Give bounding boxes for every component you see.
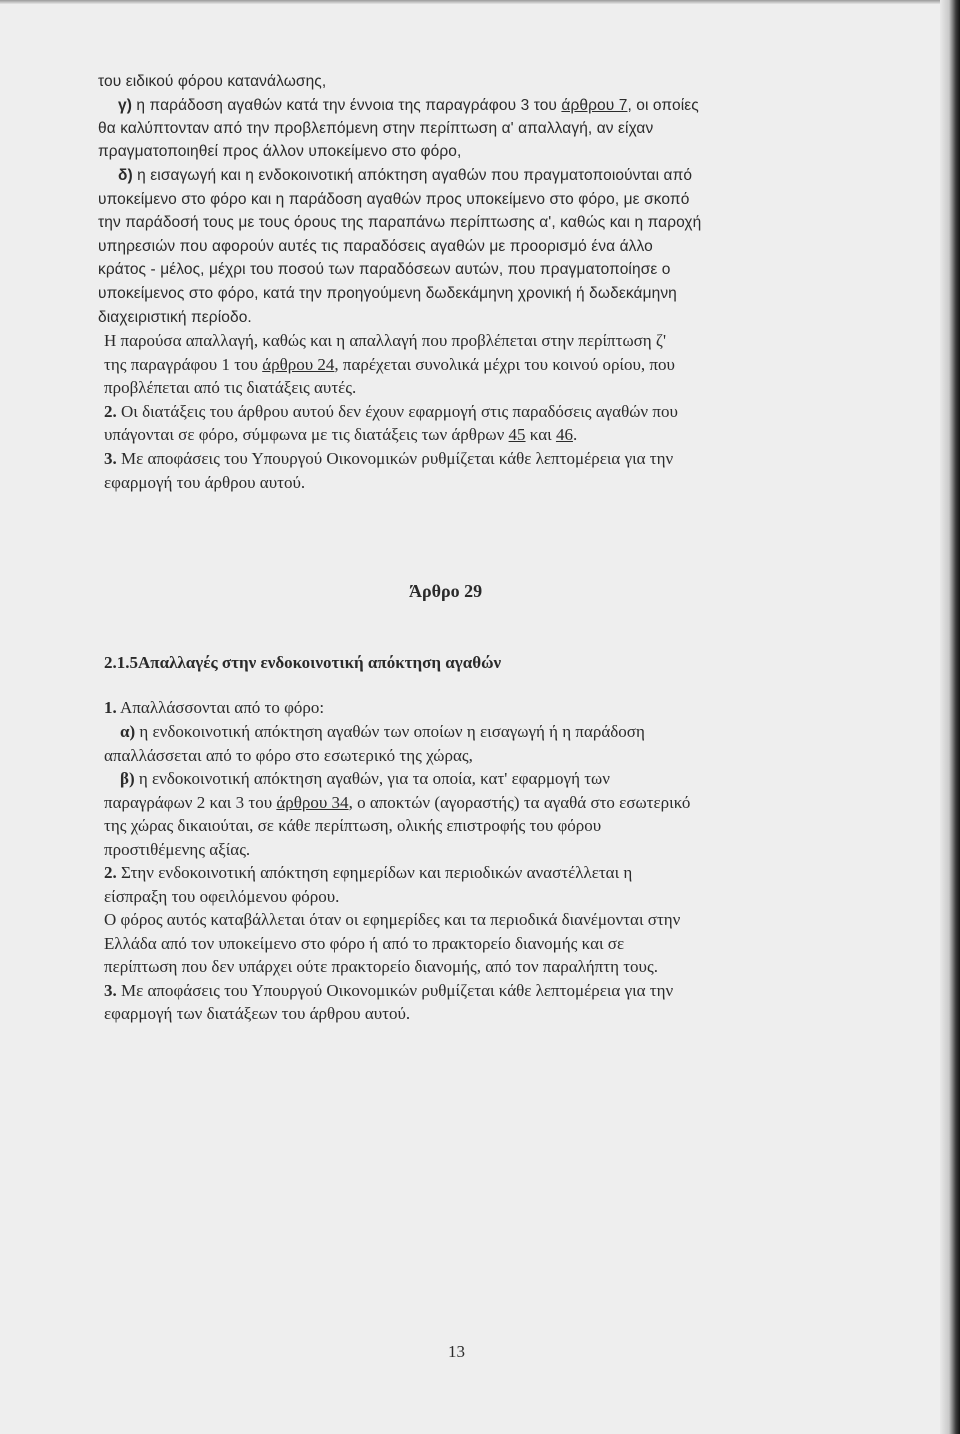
text-line: περίπτωση που δεν υπάρχει ούτε πρακτορείο διανομής, από τον παραλήπτη τους. — [104, 957, 658, 976]
article-24-link[interactable]: άρθρου 24 — [262, 355, 335, 374]
paragraph-number: 2. — [104, 863, 117, 882]
text-line: υποκείμενος στο φόρο, κατά την προηγούμενη δωδεκάμηνη χρονική ή δωδεκάμηνη — [98, 285, 677, 302]
paragraph-number: 3. — [104, 981, 117, 1000]
text-line: Η παρούσα απαλλαγή, καθώς και η απαλλαγή που προβλέπεται στην περίπτωση ζ' — [104, 331, 667, 350]
paragraph-number: 2. — [104, 402, 117, 421]
text-line: 1. Απαλλάσσονται από το φόρο: — [104, 698, 325, 717]
item-label-gamma: γ) — [118, 97, 132, 114]
text-line: πραγματοποιηθεί προς άλλον υποκείμενο στο φόρο, — [98, 143, 462, 160]
paragraph-number: 3. — [104, 449, 117, 468]
text-line: υποκείμενο στο φόρο και η παράδοση αγαθών προς υποκείμενο στο φόρο, με σκοπό — [98, 191, 690, 208]
text-line: εφαρμογή των διατάξεων του άρθρου αυτού. — [104, 1004, 411, 1023]
page-number: 13 — [448, 1342, 465, 1361]
text-line: γ) η παράδοση αγαθών κατά την έννοια της παραγράφου 3 του άρθρου 7, οι οποίες — [118, 97, 699, 114]
item-label-delta: δ) — [118, 167, 133, 184]
text-line: της παραγράφου 1 του άρθρου 24, παρέχεται συνολικά μέχρι του κοινού ορίου, που — [104, 355, 675, 374]
article-title: Άρθρο 29 — [409, 581, 483, 601]
text-line: α) η ενδοκοινοτική απόκτηση αγαθών των οποίων η εισαγωγή ή η παράδοση — [120, 722, 645, 741]
text-line: 3. Με αποφάσεις του Υπουργού Οικονομικών ρυθμίζεται κάθε λεπτομέρεια για την — [104, 981, 674, 1000]
item-label-alpha: α) — [120, 722, 136, 741]
item-label-beta: β) — [120, 769, 135, 788]
section-title: 2.1.5Απαλλαγές στην ενδοκοινοτική απόκτηση αγαθών — [104, 653, 502, 672]
article-34-link[interactable]: άρθρου 34 — [276, 793, 349, 812]
article-7-link[interactable]: άρθρου 7 — [561, 97, 628, 114]
text-line: Ελλάδα από τον υποκείμενο στο φόρο ή από το πρακτορείο διανομής και σε — [104, 934, 625, 953]
text-line: 3. Με αποφάσεις του Υπουργού Οικονομικών ρυθμίζεται κάθε λεπτομέρεια για την — [104, 449, 674, 468]
article-46-link[interactable]: 46 — [555, 425, 573, 444]
text-line: δ) η εισαγωγή και η ενδοκοινοτική απόκτηση αγαθών που πραγματοποιούνται από — [118, 167, 693, 184]
text-line: απαλλάσσεται από το φόρο στο εσωτερικό της χώρας, — [104, 746, 473, 765]
text-line: της χώρας δικαιούται, σε κάθε περίπτωση, ολικής επιστροφής του φόρου — [104, 816, 602, 835]
text-line: 2. Οι διατάξεις του άρθρου αυτού δεν έχουν εφαρμογή στις παραδόσεις αγαθών που — [104, 402, 678, 421]
text-line: υπάγονται σε φόρο, σύμφωνα με τις διατάξεις των άρθρων 45 και 46. — [104, 425, 578, 444]
text-line: παραγράφων 2 και 3 του άρθρου 34, ο αποκτών (αγοραστής) τα αγαθά στο εσωτερικό — [104, 793, 691, 812]
text-line: εφαρμογή του άρθρου αυτού. — [104, 473, 306, 492]
paragraph-number: 1. — [104, 698, 117, 717]
text-line: προβλέπεται από τις διατάξεις αυτές. — [104, 378, 357, 397]
article-45-link[interactable]: 45 — [508, 425, 526, 444]
text-line: 2. Στην ενδοκοινοτική απόκτηση εφημερίδων και περιοδικών αναστέλλεται η — [104, 863, 633, 882]
text-line: υπηρεσιών που αφορούν αυτές τις παραδόσεις αγαθών με προορισμό ένα άλλο — [98, 238, 653, 255]
scan-right-edge — [940, 0, 960, 1434]
text-line: διαχειριστική περίοδο. — [98, 309, 252, 326]
text-line: την παράδοσή τους με τους όρους της παραπάνω περίπτωσης α', καθώς και η παροχή — [98, 214, 702, 231]
text-line: είσπραξη του οφειλόμενου φόρου. — [104, 887, 340, 906]
text-line: β) η ενδοκοινοτική απόκτηση αγαθών, για τα οποία, κατ' εφαρμογή των — [120, 769, 610, 788]
text-line: θα καλύπτονταν από την προβλεπόμενη στην περίπτωση α' απαλλαγή, αν είχαν — [98, 120, 654, 137]
text-line: Ο φόρος αυτός καταβάλλεται όταν οι εφημερίδες και τα περιοδικά διανέμονται στην — [104, 910, 681, 929]
text-line: κράτος - μέλος, μέχρι του ποσού των παραδόσεων αυτών, που πραγματοποίησε ο — [98, 261, 671, 278]
text-line: του ειδικού φόρου κατανάλωσης, — [98, 73, 327, 90]
text-line: προστιθέμενης αξίας. — [104, 840, 251, 859]
